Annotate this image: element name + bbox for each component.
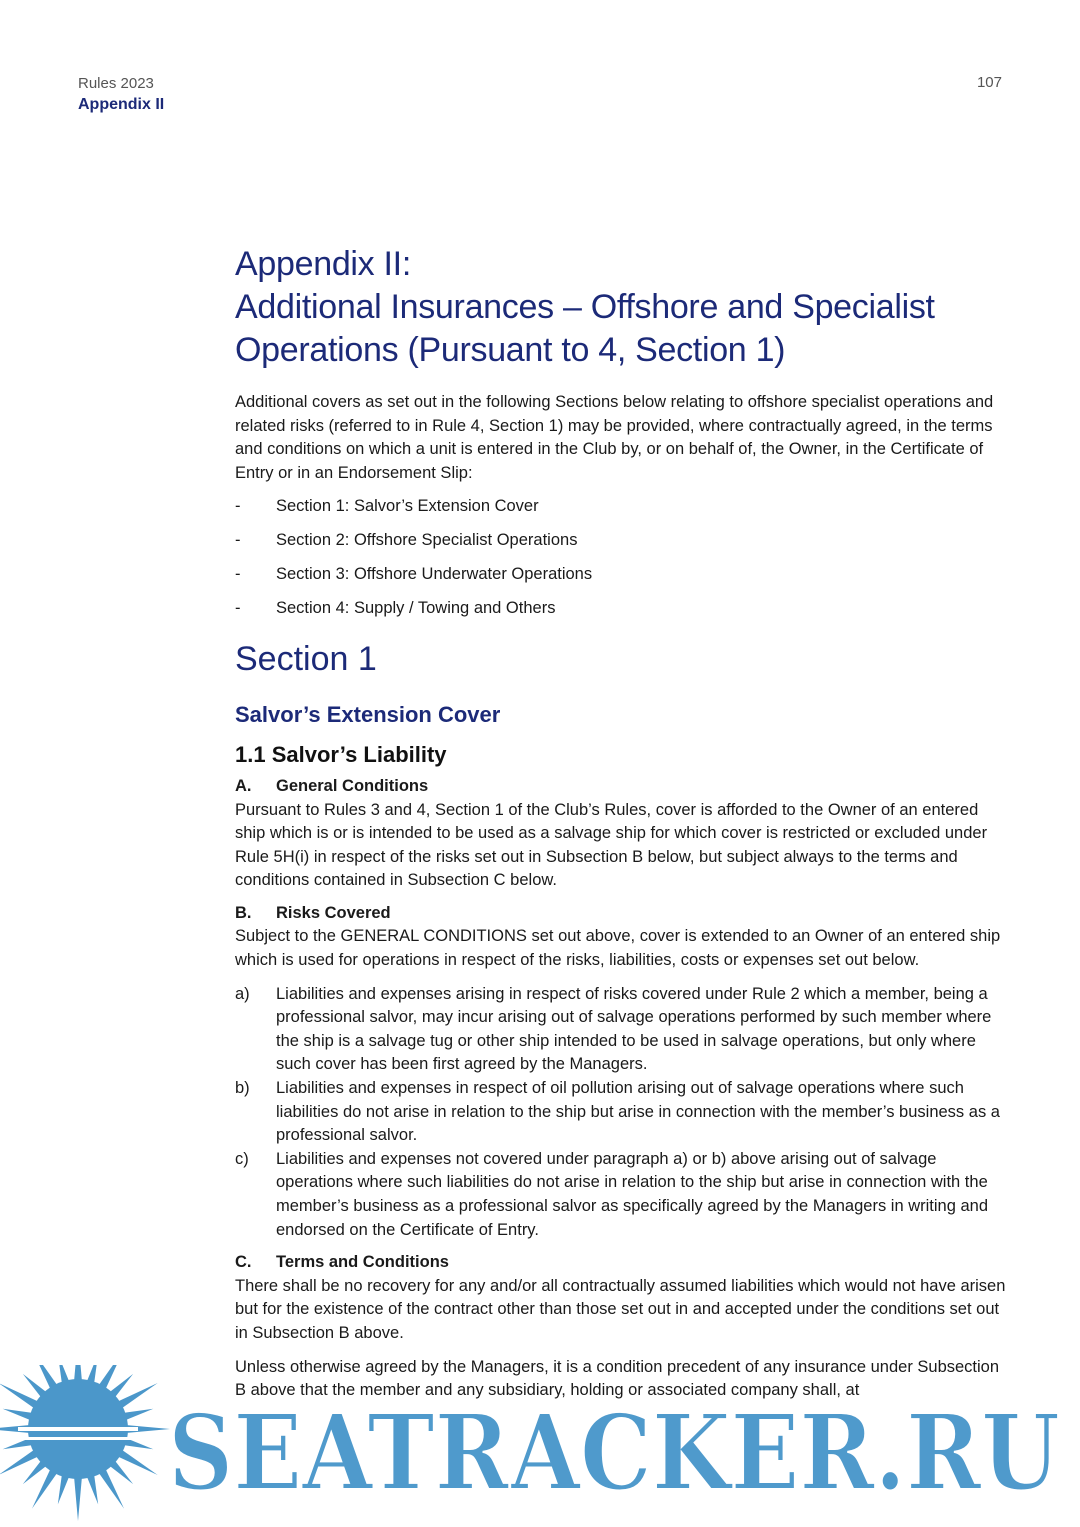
- header-section: Appendix II: [78, 96, 165, 113]
- condition-text: Subject to the GENERAL CONDITIONS set out above, cover is extended to an Owner of an entered ship which is used for operations in respect of the risks, liabilities, costs or expenses set out below.: [235, 927, 1001, 970]
- heading-1-1: 1.1 Salvor’s Liability: [235, 741, 447, 767]
- condition-heading-text: General Conditions: [276, 776, 429, 795]
- title-line-2: Additional Insurances – Offshore and Specialist: [235, 288, 935, 326]
- risks-covered: [235, 902, 1007, 1242]
- sun-icon: [0, 1365, 170, 1521]
- condition-text-2: Unless otherwise agreed by the Managers, it is a condition precedent of any insurance under Subsection B above that the member and any subsidiary, holding or associated company shall, at: [235, 1357, 1000, 1400]
- list-marker: -: [235, 497, 241, 516]
- doc-title: Rules 2023: [78, 75, 154, 92]
- subsection-title: Salvor’s Extension Cover: [235, 701, 501, 727]
- condition-heading: [235, 1251, 1007, 1275]
- page-number: 107: [976, 74, 1002, 91]
- list-marker: b): [235, 1079, 250, 1098]
- list-item: [235, 1077, 1007, 1148]
- list-item-text: Liabilities and expenses in respect of oil pollution arising out of salvage operations where such liabilities do not arise in relation to the ship but arise in connection with the member’s business as a professional salvor.: [276, 1079, 1000, 1145]
- title-line-3: Operations (Pursuant to 4, Section 1): [235, 331, 786, 369]
- condition-text: Pursuant to Rules 3 and 4, Section 1 of the Club’s Rules, cover is afforded to the Owner of an entered ship which is or is intended to be used as a salvage ship for which cover is restricted or excluded under Rule 5H(i) in respect of the risks set out in Subsection B below, but subject always to the terms and conditions contained in Subsection C below.: [235, 800, 988, 890]
- list-item: [235, 983, 1007, 1077]
- list-item: [235, 597, 1007, 621]
- list-item-text: Section 2: Offshore Specialist Operations: [276, 531, 578, 550]
- running-header: [78, 74, 164, 116]
- title-line-1: Appendix II:: [235, 245, 411, 283]
- page-title: [235, 243, 1007, 372]
- condition-heading: [235, 775, 1007, 799]
- list-item-text: Liabilities and expenses not covered under paragraph a) or b) above arising out of salvage operations where such liabilities do not arise in relation to the ship but arise in connection with the member’s business as a professional salvor as specifically agreed by the Managers in writing and endorsed on the Certificate of Entry.: [276, 1149, 988, 1239]
- general-conditions: [235, 775, 1007, 893]
- risks-list: [235, 983, 1007, 1243]
- condition-letter: C.: [235, 1253, 252, 1272]
- sections-list: [235, 495, 1007, 621]
- watermark-text: SEATRACKER.RU: [168, 1391, 1060, 1514]
- list-marker: -: [235, 531, 241, 550]
- list-marker: -: [235, 599, 241, 618]
- condition-heading-text: Terms and Conditions: [276, 1253, 449, 1272]
- list-item: [235, 495, 1007, 519]
- list-item-text: Liabilities and expenses arising in respect of risks covered under Rule 2 which a member, being a professional salvor, may incur arising out of salvage operations performed by such member where the ship is a salvage tug or other ship intended to be used in salvage operations, but only where such cover has been first agreed by the Managers.: [276, 984, 992, 1074]
- condition-heading: [235, 902, 1007, 926]
- list-item-text: Section 1: Salvor’s Extension Cover: [276, 497, 539, 516]
- section-title: Section 1: [235, 639, 377, 678]
- condition-heading-text: Risks Covered: [276, 903, 391, 922]
- list-marker: c): [235, 1149, 249, 1168]
- list-item-text: Section 3: Offshore Underwater Operations: [276, 565, 593, 584]
- list-item: [235, 1148, 1007, 1242]
- condition-text: There shall be no recovery for any and/or all contractually assumed liabilities which would not have arisen but for the existence of the contract other than those set out in and accepted under the conditions set out in Subsection B above.: [235, 1276, 1006, 1342]
- sun-ray: [74, 1473, 83, 1521]
- condition-letter: A.: [235, 776, 252, 795]
- intro-paragraph: Additional covers as set out in the following Sections below relating to offshore specialist operations and related risks (referred to in Rule 4, Section 1) may be provided, where contractually agreed, in the terms and conditions on which a unit is entered in the Club by, or on behalf of, the Owner, in the Certificate of Entry or in an Endorsement Slip:: [235, 393, 994, 482]
- list-item: [235, 529, 1007, 553]
- watermark-logo: [0, 1365, 1080, 1527]
- list-item: [235, 563, 1007, 587]
- list-marker: a): [235, 984, 250, 1003]
- list-marker: -: [235, 565, 241, 584]
- page-content: [235, 243, 1007, 1403]
- condition-letter: B.: [235, 903, 252, 922]
- list-item-text: Section 4: Supply / Towing and Others: [276, 599, 556, 618]
